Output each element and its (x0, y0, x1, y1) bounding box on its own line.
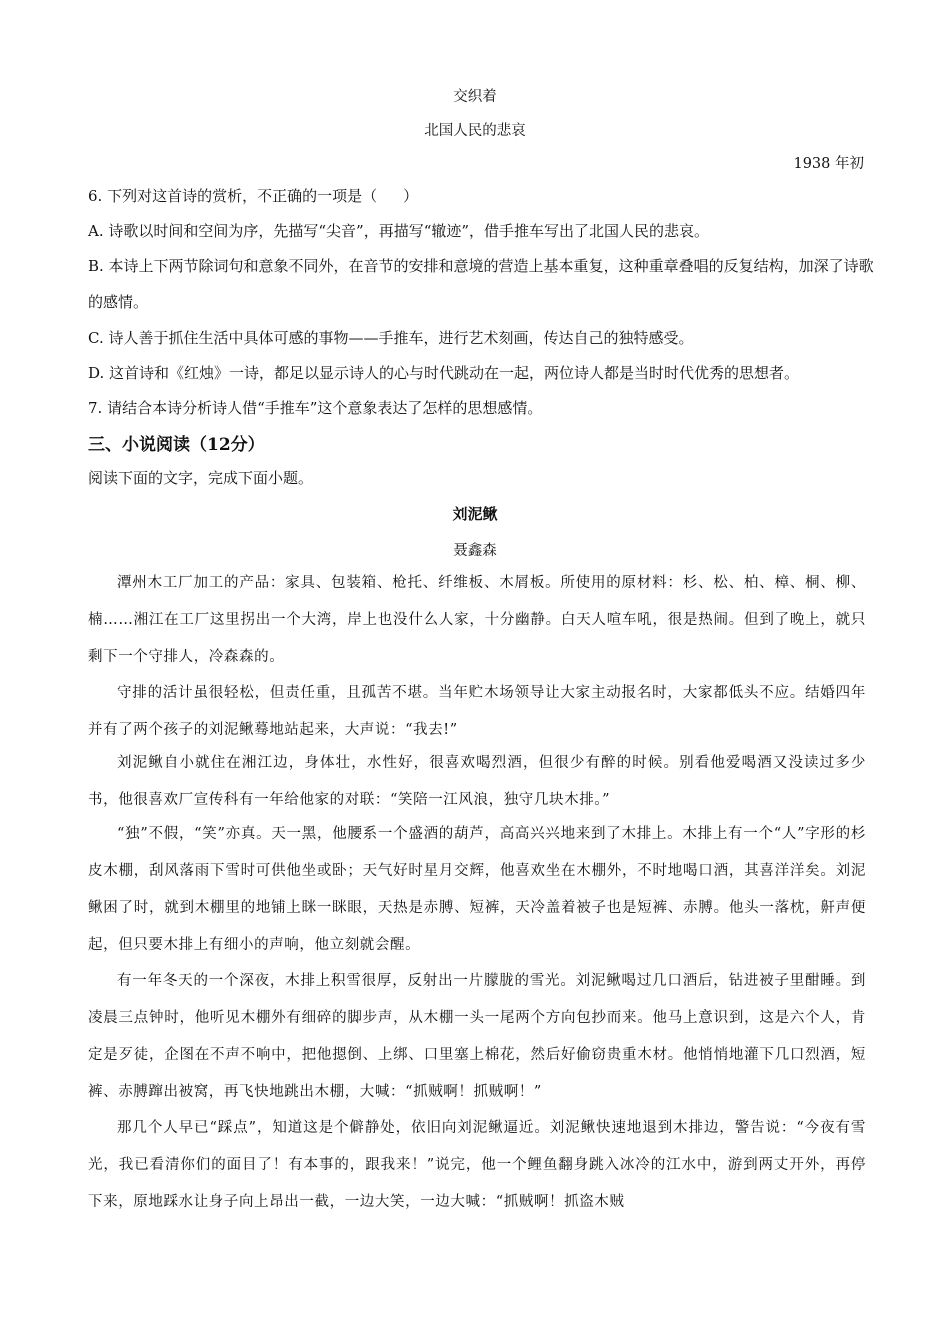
option-d: D. 这首诗和《红烛》一诗，都足以显示诗人的心与时代跳动在一起，两位诗人都是当时时代优秀的思想者。 (88, 364, 800, 382)
story-paragraph: 守排的活计虽很轻松，但责任重，且孤苦不堪。当年贮木场领导让大家主动报名时，大家都低头不应。结婚四年并有了两个孩子的刘泥鳅蓦地站起来，大声说：“我去!” (88, 685, 866, 738)
section-heading: 三、小说阅读（12分） (88, 435, 265, 455)
option-b: B. 本诗上下两节除词句和意象不同外，在音节的安排和意境的营造上基本重复，这种重章叠唱的反复结构，加深了诗歌的感情。 (88, 257, 874, 311)
poem-date: 1938 年初 (793, 156, 864, 172)
question-7: 7. 请结合本诗分析诗人借“手推车”这个意象表达了怎样的思想感情。 (88, 399, 543, 417)
story-paragraph: “独”不假，“笑”亦真。天一黑，他腰系一个盛酒的葫芦，高高兴兴地来到了木排上。木排上有一个“人”字形的杉皮木棚，刮风落雨下雪时可供他坐或卧；天气好时星月交辉，他喜欢坐在木棚外，不时地喝口酒，其喜洋洋矣。刘泥鳅困了时，就到木棚里的地铺上眯一眯眼，天热是赤膊、短裤，天冷盖着被子也是短裤、赤膊。他头一落枕，鼾声便起，但只要木排上有细小的声响，他立刻就会醒。 (88, 826, 866, 953)
story-title: 刘泥鳅 (452, 505, 498, 523)
story-paragraph: 刘泥鳅自小就住在湘江边，身体壮，水性好，很喜欢喝烈酒，但很少有醉的时候。别看他爱喝酒又没读过多少书，他很喜欢厂宣传科有一年给他家的对联：“笑陪一江风浪，独守几块木排。” (88, 755, 866, 808)
story-paragraph: 潭州木工厂加工的产品：家具、包装箱、枪托、纤维板、木屑板。所使用的原材料：杉、松、柏、樟、桐、柳、楠……湘江在工厂这里拐出一个大湾，岸上也没什么人家，十分幽静。白天人喧车吼，很是热闹。但到了晚上，就只剩下一个守排人，冷森森的。 (88, 575, 866, 665)
question-6-close: ） (403, 187, 419, 205)
section-instruction: 阅读下面的文字，完成下面小题。 (88, 469, 314, 487)
question-6-stem: 6. 下列对这首诗的赏析，不正确的一项是（ (88, 187, 378, 205)
poem-line-2: 北国人民的悲哀 (424, 123, 526, 139)
story-paragraph: 有一年冬天的一个深夜，木排上积雪很厚，反射出一片朦胧的雪光。刘泥鳅喝过几口酒后，钻进被子里酣睡。到凌晨三点钟时，他听见木棚外有细碎的脚步声，从木棚一头一尾两个方向包抄而来。他马上意识到，这是六个人，肯定是歹徒，企图在不声不响中，把他摁倒、上绑、口里塞上棉花，然后好偷窃贵重木材。他悄悄地灌下几口烈酒，短裤、赤膊蹿出被窝，再飞快地跳出木棚，大喊：“抓贼啊！抓贼啊！” (88, 973, 866, 1100)
story-paragraph: 那几个人早已“踩点”，知道这是个僻静处，依旧向刘泥鳅逼近。刘泥鳅快速地退到木排边，警告说：“今夜有雪光，我已看清你们的面目了！有本事的，跟我来！”说完，他一个鲤鱼翻身跳入冰冷的江水中，游到两丈开外，再停下来，原地踩水让身子向上昂出一截，一边大笑，一边大喊：“抓贼啊！抓盗木贼 (88, 1120, 866, 1210)
question-6 (88, 186, 880, 206)
option-a: A. 诗歌以时间和空间为序，先描写“尖音”，再描写“辙迹”，借手推车写出了北国人民的悲哀。 (88, 222, 710, 240)
story-author: 聂鑫森 (453, 543, 497, 559)
option-c: C. 诗人善于抓住生活中具体可感的事物——手推车，进行艺术刻画，传达自己的独特感受。 (88, 329, 694, 347)
poem-line-1: 交织着 (453, 89, 497, 105)
